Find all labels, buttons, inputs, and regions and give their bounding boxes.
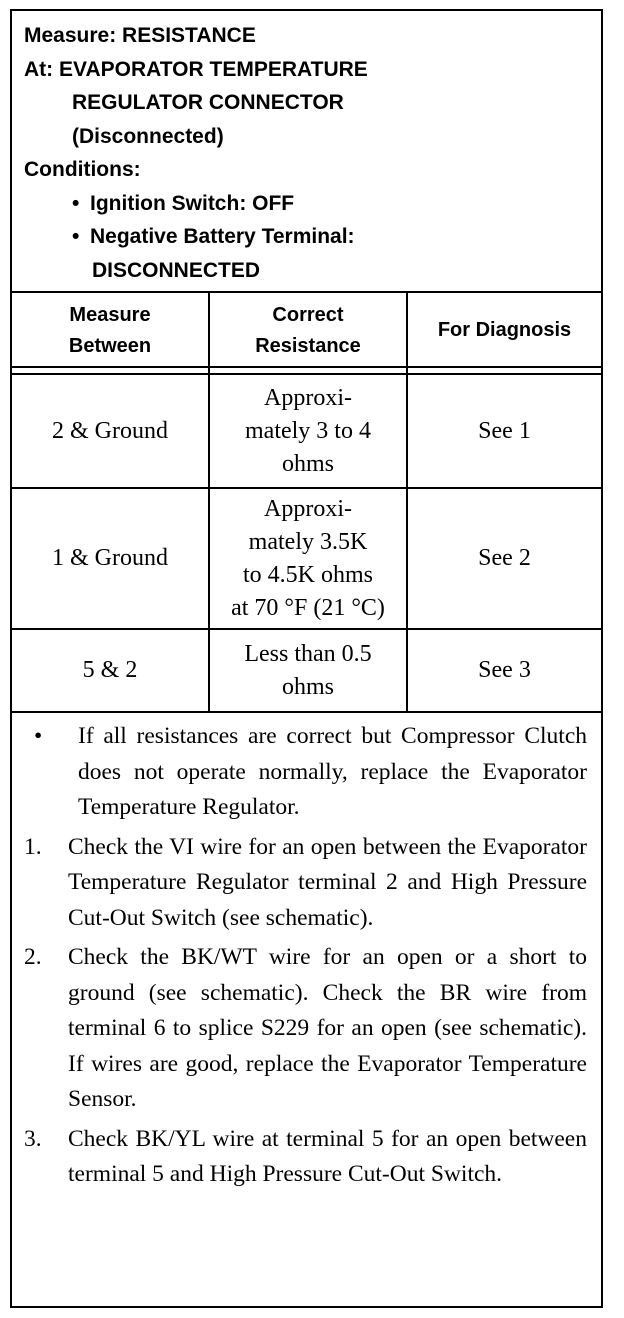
measure-line: Measure: RESISTANCE — [24, 24, 256, 47]
table-cell-between: 1 & Ground — [52, 545, 168, 571]
table-cell-resistance: Less than 0.5 ohms — [244, 640, 372, 700]
at-line-cont: REGULATOR CONNECTOR — [72, 91, 344, 114]
condition-text: Ignition Switch: OFF — [90, 191, 295, 215]
note-text: Check the VI wire for an open between the Evaporator Temperature Regulator terminal 2 and High Pressure Cut-Out Switch (see schematic). — [68, 833, 587, 931]
test-header — [12, 11, 601, 291]
at-line: At: EVAPORATOR TEMPERATURE — [24, 57, 368, 81]
table-cell-between: 5 & 2 — [82, 657, 138, 683]
table-cell-between: 2 & Ground — [52, 417, 168, 444]
condition-item — [24, 187, 601, 221]
diagnosis-notes — [12, 713, 601, 1197]
note-number: 3. — [24, 1125, 42, 1152]
bullet-icon: • — [72, 225, 80, 248]
col-header-measure-between: Measure Between — [68, 303, 152, 357]
table-cell-resistance: Approxi- mately 3.5K to 4.5K ohms at 70 °F (21 °C) — [231, 495, 385, 621]
list-item — [24, 830, 587, 937]
table-cell-diagnosis: See 1 — [478, 417, 531, 444]
bullet-icon: • — [72, 191, 80, 215]
note-text: Check BK/YL wire at terminal 5 for an open between terminal 5 and High Pressure Cut-Out Switch. — [68, 1125, 587, 1187]
list-item — [24, 940, 587, 1118]
table-cell-resistance: Approxi- mately 3 to 4 ohms — [245, 384, 371, 477]
note-number: 2. — [24, 944, 42, 970]
note-text: Check the BK/WT wire for an open or a short to ground (see schematic). Check the BR wire from terminal 6 to splice S229 for an open (see schematic). If wires are good, replace the Evaporator Temperature Sensor. — [68, 944, 587, 1112]
conditions-label: Conditions: — [24, 158, 141, 181]
condition-text: Negative Battery Terminal: — [90, 225, 355, 248]
note-number: 1. — [24, 833, 42, 860]
col-header-for-diagnosis: For Diagnosis — [437, 319, 572, 341]
condition-text-cont: DISCONNECTED — [92, 258, 261, 282]
table-cell-diagnosis: See 3 — [478, 657, 531, 683]
bullet-icon: • — [34, 723, 43, 749]
list-item — [24, 719, 587, 826]
list-item — [24, 1122, 587, 1193]
condition-item — [24, 220, 601, 254]
at-line-state: (Disconnected) — [72, 124, 224, 148]
note-text: If all resistances are correct but Compressor Clutch does not operate normally, replace the Evaporator Temperature Regulator. — [78, 723, 587, 820]
diagnostic-chart — [10, 9, 603, 1308]
col-header-correct-resistance: Correct Resistance — [255, 303, 361, 357]
table-cell-diagnosis: See 2 — [478, 545, 531, 571]
